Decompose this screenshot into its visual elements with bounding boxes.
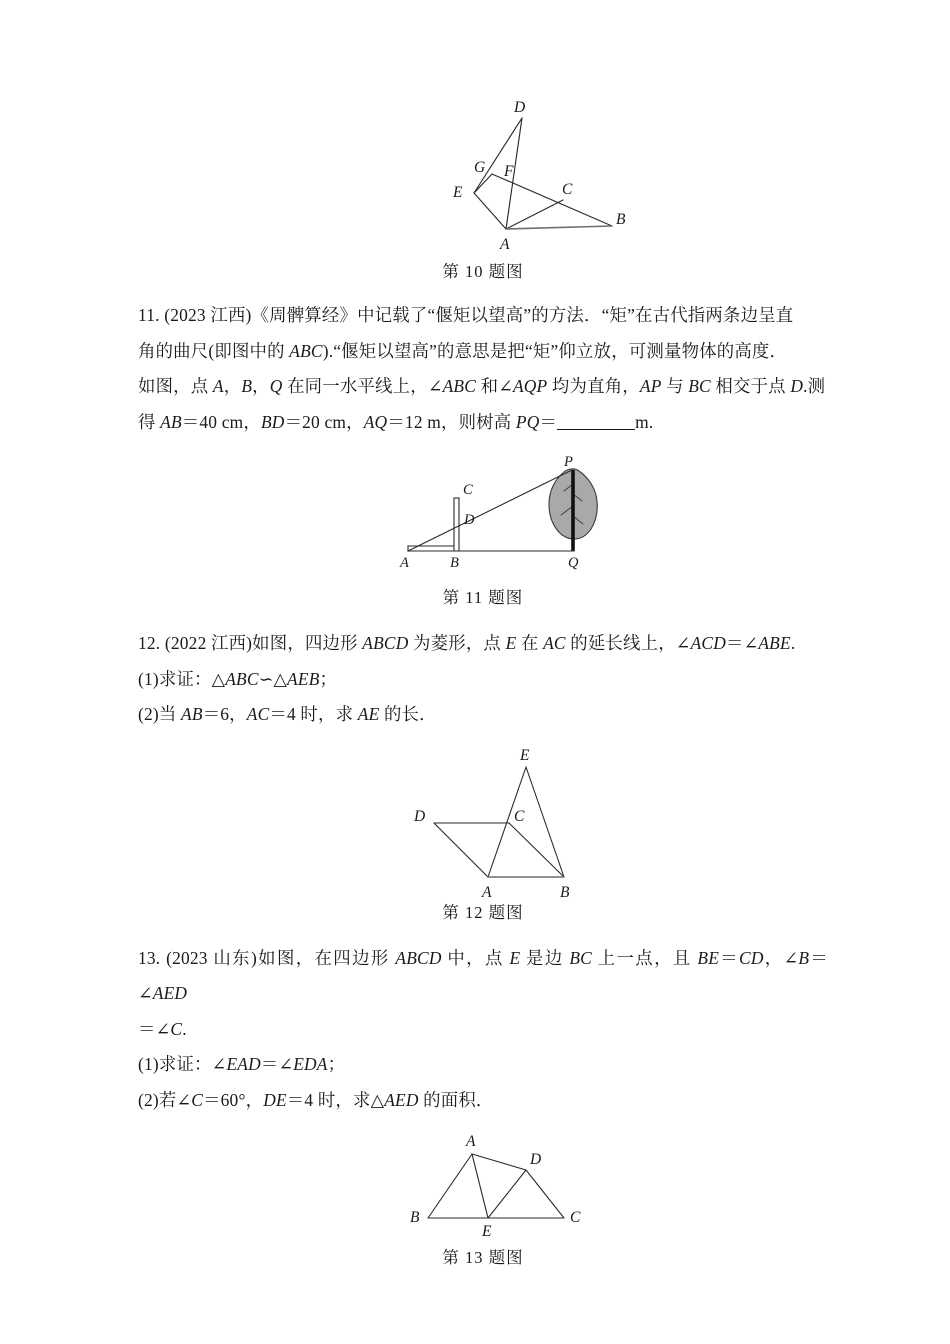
figure-12-label-E: E [520,746,530,764]
figure-13 [138,1126,828,1240]
problem-13-line-1: 13. (2023 山东)如图，在四边形 ABCD 中，点 E 是边 BC 上一点，且 BE＝CD，∠B＝∠AED [138,947,828,1003]
figure-13-label-B: B [410,1209,420,1226]
answer-blank-q11[interactable] [557,414,635,430]
figure-11-label-C: C [463,482,473,498]
figure-10-label-A: A [500,236,510,253]
figure-11 [138,454,828,574]
figure-13-label-D: D [530,1151,542,1168]
figure-11-drawing [386,454,636,572]
figure-10 [138,96,828,266]
figure-10-label-B: B [616,211,626,228]
problem-13-text [138,941,828,1119]
figure-13-caption: 第 13 题图 [442,1248,524,1267]
figure-11-label-D: D [464,512,475,528]
problem-11-line-2: 角的曲尺(即图中的 ABC).“偃矩以望高”的意思是把“矩”仰立放，可测量物体的高度． [138,340,788,361]
problem-12-line-1: 12. (2022 江西)如图，四边形 ABCD 为菱形，点 E 在 AC 的延长线上，∠ACD＝∠ABE. [138,633,796,653]
problem-11-line-3: 如图，点 A，B，Q 在同一水平线上，∠ABC 和∠AQP 均为直角，AP 与 BC 相交于点 D.测 [138,376,826,396]
figure-13-label-E: E [482,1223,492,1240]
problem-12-text [138,626,828,733]
figure-10-label-E: E [453,184,463,201]
problem-12-line-2: (1)求证：△ABC∽△AEB； [138,668,338,689]
problem-13-line-3: (1)求证：∠EAD＝∠EDA； [138,1054,346,1074]
figure-12 [138,745,828,901]
problem-11-text [138,298,828,440]
figure-10-caption: 第 10 题图 [442,262,524,281]
figure-13-label-C: C [570,1209,581,1226]
figure-11-label-P: P [564,454,573,470]
figure-12-label-A: A [482,883,492,901]
figure-12-label-B: B [560,883,570,901]
figure-10-label-F: F [504,163,514,180]
figure-10-label-C: C [562,181,573,198]
problem-11-unit: m. [635,411,654,432]
figure-11-label-B: B [450,555,459,571]
figure-11-label-Q: Q [568,555,579,571]
problem-13-line-4: (2)若∠C＝60°，DE＝4 时，求△AED 的面积． [138,1089,494,1110]
figure-12-label-C: C [514,807,525,825]
figure-10-label-D: D [514,99,526,116]
figure-10-label-G: G [474,159,486,176]
problem-12-line-3: (2)当 AB＝6，AC＝4 时，求 AE 的长． [138,704,437,724]
problem-11-line-4-text: 得 AB＝40 cm，BD＝20 cm，AQ＝12 m，则树高 PQ＝ [138,411,558,432]
figure-13-drawing [396,1126,626,1240]
figure-12-label-D: D [414,807,426,825]
figure-12-drawing [396,745,626,901]
figure-11-label-A: A [400,555,409,571]
problem-11-line-1: 11. (2023 江西)《周髀算经》中记载了“偃矩以望高”的方法．“矩”在古代指两条边呈直 [138,305,794,325]
figure-13-label-A: A [466,1133,476,1150]
figure-11-caption: 第 11 题图 [442,588,524,607]
figure-10-drawing [400,96,630,261]
figure-12-caption: 第 12 题图 [442,902,524,922]
problem-11-line-4 [138,405,828,441]
page-content [138,0,828,1268]
problem-13-line-2: ＝∠C. [138,1018,187,1039]
